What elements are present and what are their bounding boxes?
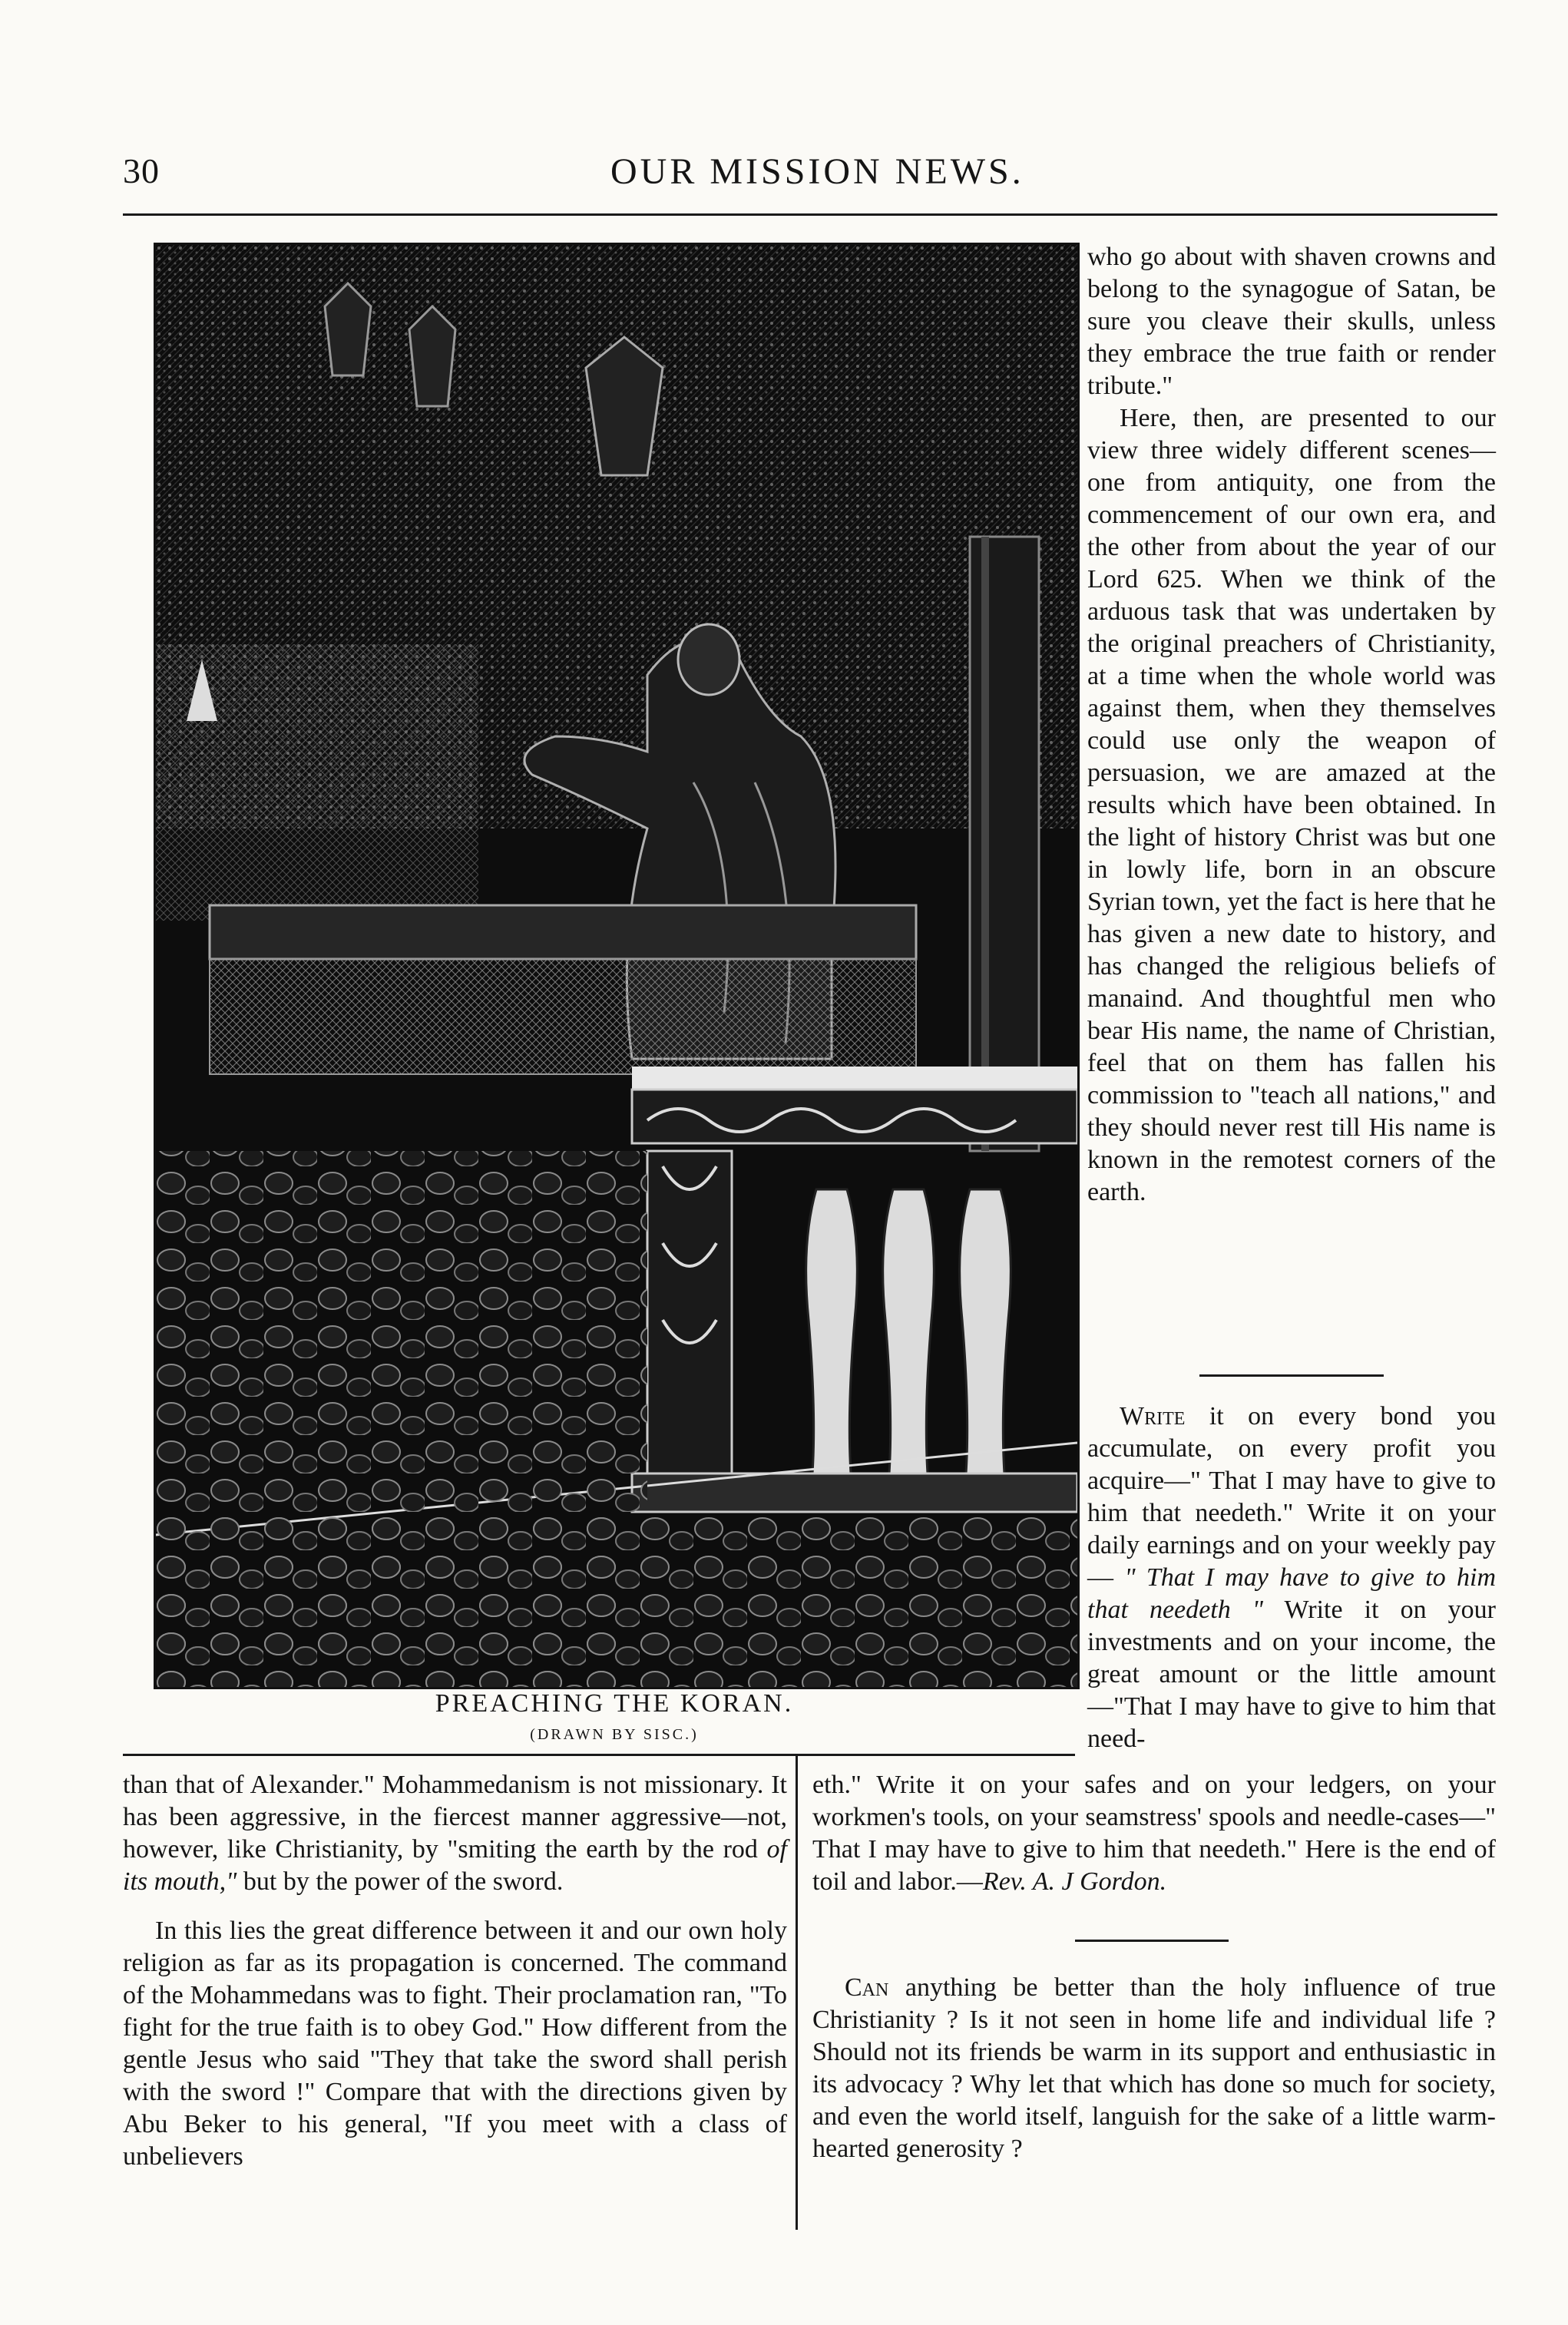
text-run: anything be better than the holy influence of true Christianity ? Is it not seen in home life and individual life ? Should not its friends be warm in its support and enthusiastic in its advocacy ? Why let that which has done so much for society, and even the world itself, languish for the sake of a little warm-hearted generosity ?: [812, 1973, 1496, 2163]
text-run: than that of Alexander." Mohammedanism is not missionary. It has been aggressive, in the fiercest manner aggressive—not, however, like Christianity, by "smiting the earth by the rod: [123, 1771, 787, 1864]
illustration-credit: (DRAWN BY SISC.): [530, 1726, 699, 1743]
column-divider: [796, 1754, 798, 2230]
text-run: but by the power of the sword.: [237, 1867, 564, 1896]
lead-word: Can: [845, 1973, 889, 2002]
text-run: it on every bond you accumulate, on every profit you acquire—" That I may have to give to him that needeth." Write it on your daily earnings and on your weekly pay—: [1087, 1402, 1496, 1592]
illustration-caption: PREACHING THE KORAN.: [435, 1689, 794, 1718]
write-it-continued: [812, 1769, 1496, 1898]
paragraph: [1087, 1401, 1496, 1755]
right-column-article: [1087, 241, 1496, 1209]
paragraph: [812, 1769, 1496, 1898]
page-number: 30: [123, 151, 160, 190]
section-divider: [1199, 1374, 1384, 1377]
paragraph: who go about with shaven crowns and belong to the synagogue of Satan, be sure you cleave their skulls, unless they embrace the true faith or render tribute.": [1087, 243, 1496, 400]
paragraph: [123, 1769, 787, 1898]
author-signature: Rev. A. J Gordon.: [982, 1867, 1167, 1896]
left-column-article: [123, 1769, 787, 2173]
engraving-artwork: [156, 245, 1077, 1687]
lead-word: Write: [1120, 1402, 1186, 1430]
paragraph: In this lies the great difference between it and our own holy religion as far as its propagation is concerned. The command of the Mohammedans was to fight. Their proclamation ran, "To fight for the true faith is to obey God." How different from the gentle Jesus who said "They that take the sword shall perish with the sword !" Compare that with the directions given by Abu Beker to his general, "If you meet with a class of unbelievers: [123, 1917, 787, 2171]
can-anything-article: [812, 1972, 1496, 2165]
column-rule: [123, 1754, 1075, 1756]
section-divider: [1075, 1940, 1229, 1942]
engraving-preaching-the-koran: [154, 243, 1080, 1689]
page-title: OUR MISSION NEWS.: [610, 151, 1024, 192]
header-rule: [123, 213, 1497, 216]
text-run: Write it on your investments and on your income, the great amount or the little amount—"That I may have to give to him that need-: [1087, 1596, 1496, 1753]
italic-phrase: of its mouth,": [123, 1835, 787, 1896]
write-it-article: [1087, 1401, 1496, 1755]
paragraph: [812, 1972, 1496, 2165]
italic-quote: " That I may have to give to him that needeth ": [1087, 1563, 1497, 1624]
paragraph: Here, then, are presented to our view three widely different scenes—one from antiquity, one from the commencement of our own era, and the other from about the year of our Lord 625. When we think of the arduous task that was undertaken by the original preachers of Christianity, at a time when the whole world was against them, when they themselves could use only the weapon of persuasion, we are amazed at the results which have been obtained. In the light of history Christ was but one in lowly life, born in an obscure Syrian town, yet the fact is here that he has given a new date to history, and has changed the religious beliefs of manaind. And thoughtful men who bear His name, the name of Christian, feel that on them has fallen his commission to "teach all nations," and they should never rest till His name is known in the remotest corners of the earth.: [1087, 404, 1496, 1206]
text-run: eth." Write it on your safes and on your ledgers, on your workmen's tools, on your seamstress' spools and needle-cases—" That I may have to give to him that needeth." Here is the end of toil and labor.—: [812, 1771, 1496, 1896]
